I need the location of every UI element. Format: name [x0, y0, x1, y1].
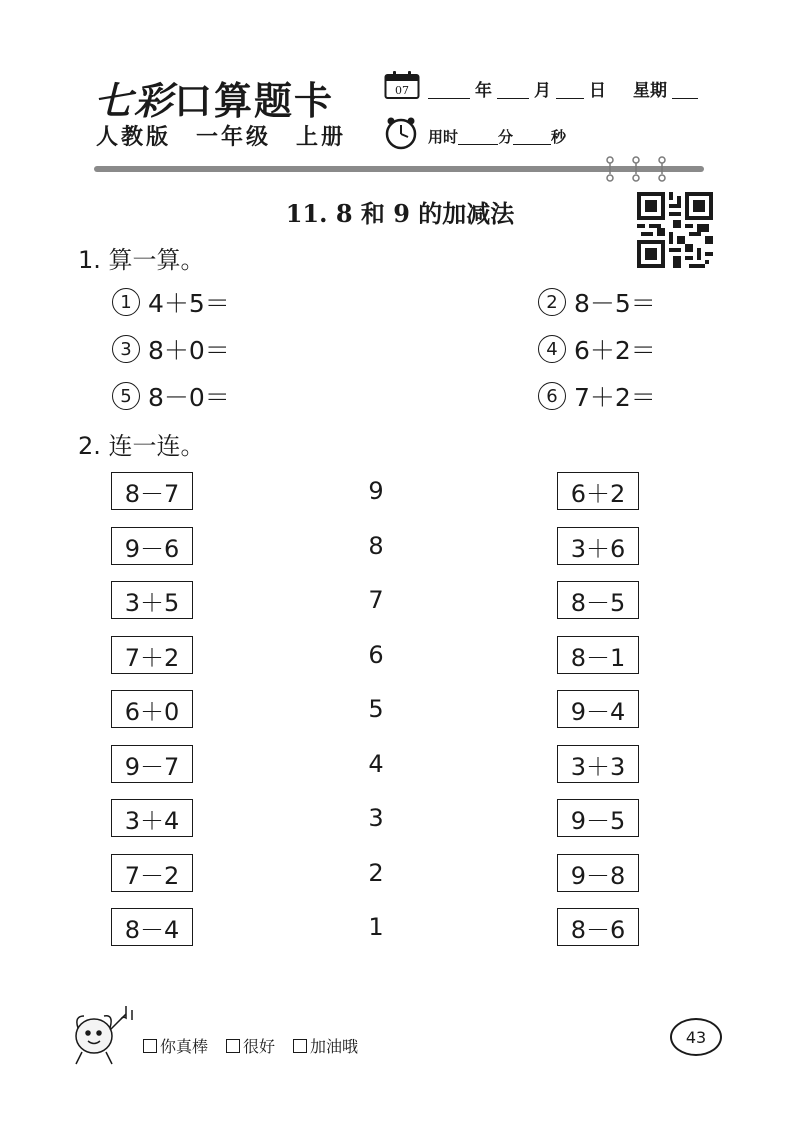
problem-expression: 8－5＝ [574, 289, 656, 318]
left-expression-box[interactable]: 9－7 [111, 745, 193, 783]
right-expression-box[interactable]: 9－8 [557, 854, 639, 892]
month-blank[interactable] [497, 81, 529, 99]
rating-checkbox[interactable] [226, 1039, 240, 1053]
rating-label: 加油哦 [310, 1037, 359, 1056]
right-expression-box[interactable]: 9－4 [557, 690, 639, 728]
right-expression-box[interactable]: 3＋6 [557, 527, 639, 565]
middle-number[interactable]: 1 [368, 913, 384, 941]
rating-checkbox[interactable] [143, 1039, 157, 1053]
weekday-label: 星期 [633, 81, 667, 101]
middle-number[interactable]: 3 [368, 804, 384, 832]
time-fill-line [428, 126, 566, 147]
problem-expression: 4＋5＝ [148, 289, 230, 318]
rating-option-great[interactable] [143, 1034, 208, 1057]
middle-number[interactable]: 8 [368, 532, 384, 560]
self-rating-row [143, 1034, 358, 1057]
left-expression-box[interactable]: 7－2 [111, 854, 193, 892]
problem-3 [112, 331, 230, 367]
right-expression-box[interactable]: 9－5 [557, 799, 639, 837]
day-blank[interactable] [556, 81, 584, 99]
year-blank[interactable] [428, 81, 470, 99]
rating-label: 你真棒 [160, 1037, 209, 1056]
right-expression-box[interactable]: 6＋2 [557, 472, 639, 510]
day-label: 日 [589, 81, 606, 101]
left-expression-box[interactable]: 8－7 [111, 472, 193, 510]
problem-expression: 7＋2＝ [574, 383, 656, 412]
left-expression-box[interactable]: 8－4 [111, 908, 193, 946]
problem-6 [538, 378, 656, 414]
middle-number[interactable]: 7 [368, 586, 384, 614]
problem-number: 6 [538, 382, 566, 410]
problem-number: 1 [112, 288, 140, 316]
problem-4 [538, 331, 656, 367]
problem-2 [538, 284, 656, 320]
middle-number[interactable]: 6 [368, 641, 384, 669]
second-blank[interactable] [513, 129, 551, 145]
right-expression-box[interactable]: 8－5 [557, 581, 639, 619]
left-expression-box[interactable]: 3＋4 [111, 799, 193, 837]
second-label: 秒 [551, 128, 567, 146]
mascot-icon [66, 1002, 136, 1072]
left-expression-box[interactable]: 7＋2 [111, 636, 193, 674]
weekday-blank[interactable] [672, 81, 698, 99]
rating-option-keep-going[interactable] [293, 1034, 358, 1057]
brand-logo [94, 70, 334, 125]
problem-expression: 8－0＝ [148, 383, 230, 412]
clock-icon [383, 116, 419, 154]
qr-code-icon[interactable] [637, 192, 713, 272]
page-number: 43 [670, 1018, 722, 1056]
minute-blank[interactable] [458, 129, 498, 145]
right-expression-box[interactable]: 8－6 [557, 908, 639, 946]
month-label: 月 [534, 81, 551, 101]
year-label: 年 [475, 81, 492, 101]
left-expression-box[interactable]: 9－6 [111, 527, 193, 565]
section1-heading: 1. 算一算。 [78, 246, 205, 274]
right-expression-box[interactable]: 3＋3 [557, 745, 639, 783]
problem-number: 3 [112, 335, 140, 363]
problem-expression: 8＋0＝ [148, 336, 230, 365]
middle-number[interactable]: 9 [368, 477, 384, 505]
minute-label: 分 [498, 128, 514, 146]
left-expression-box[interactable]: 6＋0 [111, 690, 193, 728]
brand-logo-name: 口算题卡 [174, 78, 335, 123]
brand-logo-accent: 七彩 [94, 78, 175, 123]
binder-rings-icon [602, 156, 672, 190]
middle-number[interactable]: 2 [368, 859, 384, 887]
problem-number: 4 [538, 335, 566, 363]
rating-option-good[interactable] [226, 1034, 275, 1057]
problem-number: 5 [112, 382, 140, 410]
middle-number[interactable]: 4 [368, 750, 384, 778]
left-expression-box[interactable]: 3＋5 [111, 581, 193, 619]
right-expression-box[interactable]: 8－1 [557, 636, 639, 674]
problem-1 [112, 284, 230, 320]
calendar-icon [384, 70, 420, 104]
problem-5 [112, 378, 230, 414]
problem-expression: 6＋2＝ [574, 336, 656, 365]
rating-label: 很好 [243, 1037, 276, 1056]
section2-heading: 2. 连一连。 [78, 432, 205, 460]
date-fill-line [428, 76, 698, 101]
calendar-day: 07 [395, 84, 409, 97]
time-used-label: 用时 [428, 128, 459, 146]
middle-number[interactable]: 5 [368, 695, 384, 723]
rating-checkbox[interactable] [293, 1039, 307, 1053]
edition-subtitle: 人教版 一年级 上册 [96, 125, 347, 150]
problem-number: 2 [538, 288, 566, 316]
page-title: 11. 8 和 9 的加减法 [285, 199, 515, 228]
